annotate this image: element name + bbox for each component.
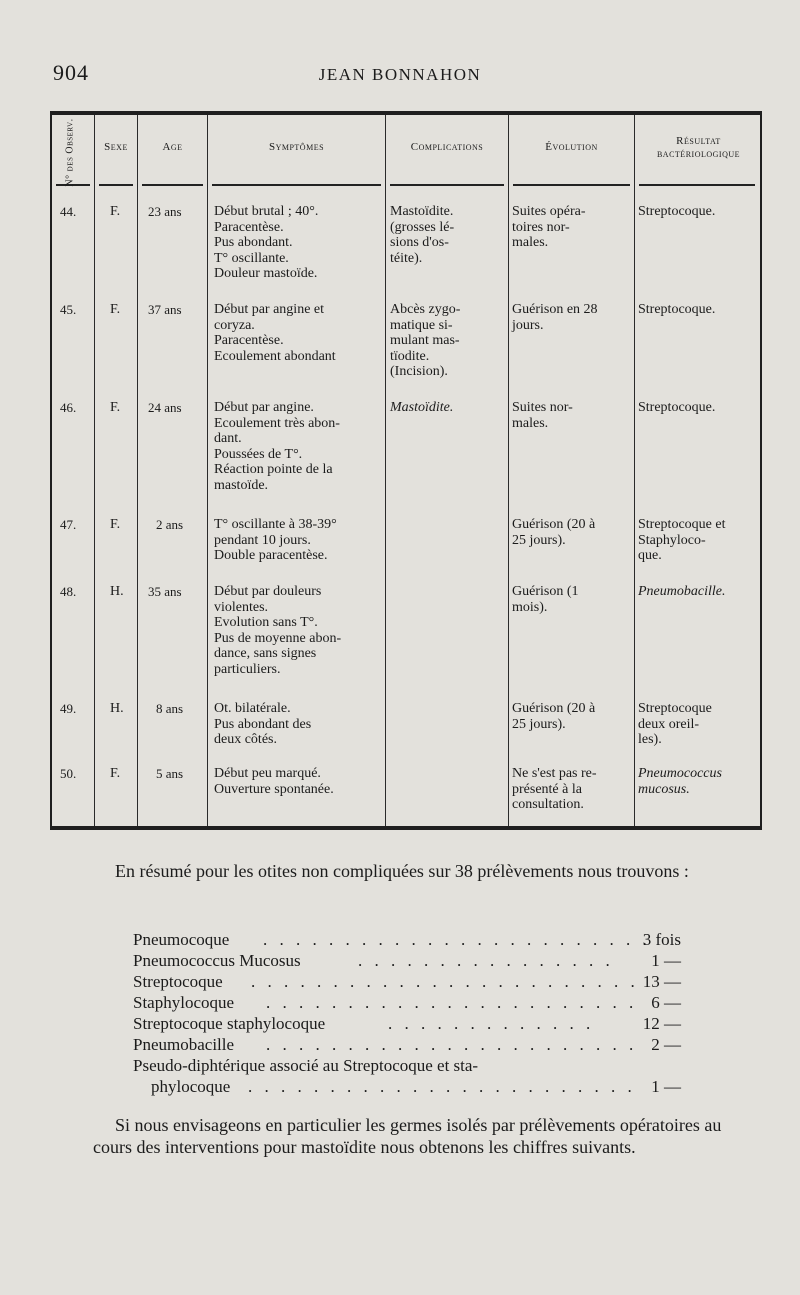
row-symptoms: Début par angine. Ecoulement très abon- dant. Poussées de T°. Réaction pointe de la mastoïde. bbox=[214, 400, 340, 493]
header-sex: Sexe bbox=[104, 141, 128, 153]
row-result: Streptocoque. bbox=[638, 204, 716, 219]
closing-paragraph: Si nous envisageons en particulier les germes isolés par prélèvements opératoires au cours des interventions pour mastoïdite nous obtenons les chiffres suivants. bbox=[93, 1115, 722, 1157]
header-rule bbox=[513, 184, 630, 186]
row-age: 37 ans bbox=[148, 302, 182, 317]
list-item-count: 1 — bbox=[651, 951, 681, 970]
row-number: 45. bbox=[60, 302, 77, 317]
row-evolution: Guérison (20 à 25 jours). bbox=[512, 701, 596, 732]
list-item bbox=[133, 1014, 693, 1034]
list-item-label: Pneumobacille bbox=[133, 1035, 235, 1054]
column-divider bbox=[207, 115, 208, 826]
row-number: 48. bbox=[60, 584, 77, 599]
header-rule bbox=[212, 184, 381, 186]
row-sex: H. bbox=[110, 584, 124, 599]
dot-leader: . . . . . . . . . . . . . . . . . . . . . . . bbox=[266, 993, 638, 1012]
row-evolution: Suites opéra- toires nor- males. bbox=[512, 204, 586, 250]
row-evolution: Guérison en 28 jours. bbox=[512, 302, 598, 333]
row-symptoms: Début par angine et coryza. Paracentèse. Ecoulement abondant bbox=[214, 302, 336, 364]
list-item bbox=[133, 951, 693, 971]
dot-leader: . . . . . . . . . . . . . . . . . . . . . . . . bbox=[248, 1077, 636, 1096]
row-result: Streptocoque. bbox=[638, 302, 716, 317]
list-item bbox=[133, 972, 693, 992]
running-title: JEAN BONNAHON bbox=[318, 65, 482, 84]
row-result: Pneumococcus mucosus. bbox=[638, 766, 722, 797]
row-complications: Mastoïdite. bbox=[390, 400, 454, 415]
header-complications: Complications bbox=[410, 141, 484, 153]
row-age: 23 ans bbox=[148, 204, 182, 219]
row-symptoms: Début par douleurs violentes. Evolution sans T°. Pus de moyenne abon- dance, sans signes particuliers. bbox=[214, 584, 342, 677]
list-item-label: Streptocoque staphylocoque bbox=[133, 1014, 326, 1033]
list-item-label: Streptocoque bbox=[133, 972, 223, 991]
list-item bbox=[133, 1056, 693, 1076]
row-age: 35 ans bbox=[148, 584, 182, 599]
row-sex: F. bbox=[110, 517, 121, 532]
row-result: Streptocoque deux oreil- les). bbox=[638, 701, 712, 747]
column-divider bbox=[137, 115, 138, 826]
header-observation-number: N° des Observ. bbox=[64, 117, 76, 187]
list-item-label: Pseudo-diphtérique associé au Streptocoque et sta- bbox=[133, 1056, 479, 1075]
header-rule bbox=[99, 184, 133, 186]
row-symptoms: Ot. bilatérale. Pus abondant des deux côtés. bbox=[214, 701, 312, 747]
row-result: Streptocoque. bbox=[638, 400, 716, 415]
row-symptoms: T° oscillante à 38-39° pendant 10 jours. Double paracentèse. bbox=[214, 517, 337, 563]
row-result: Streptocoque et Staphyloco- que. bbox=[638, 517, 726, 563]
summary-intro-paragraph: En résumé pour les otites non compliquées sur 38 prélèvements nous trouvons : bbox=[115, 861, 689, 881]
list-item-count: 6 — bbox=[651, 993, 681, 1012]
list-item-label: Staphylocoque bbox=[133, 993, 235, 1012]
list-item-count: 1 — bbox=[651, 1077, 681, 1096]
row-sex: H. bbox=[110, 701, 124, 716]
row-number: 49. bbox=[60, 701, 77, 716]
list-item-count: 3 fois bbox=[642, 930, 681, 949]
row-number: 44. bbox=[60, 204, 77, 219]
column-divider bbox=[508, 115, 509, 826]
column-divider bbox=[94, 115, 95, 826]
list-item-count: 12 — bbox=[642, 1014, 681, 1033]
header-rule bbox=[390, 184, 504, 186]
row-sex: F. bbox=[110, 400, 121, 415]
row-evolution: Ne s'est pas re- présenté à la consultation. bbox=[512, 766, 597, 812]
list-item bbox=[133, 930, 693, 950]
row-evolution: Suites nor- males. bbox=[512, 400, 573, 431]
dot-leader: . . . . . . . . . . . . . . . . . . . . . . . bbox=[266, 1035, 638, 1054]
list-item-label-continued: phylocoque bbox=[151, 1077, 231, 1096]
list-item bbox=[133, 993, 693, 1013]
dot-leader: . . . . . . . . . . . . . . . . . . . . . . . . bbox=[263, 930, 651, 949]
row-evolution: Guérison (1 mois). bbox=[512, 584, 579, 615]
row-age: 8 ans bbox=[156, 701, 184, 716]
list-item-label: Pneumocoque bbox=[133, 930, 230, 949]
header-age: Age bbox=[162, 141, 183, 153]
observations-table bbox=[50, 111, 762, 830]
row-age: 24 ans bbox=[148, 400, 182, 415]
row-complications: Mastoïdite. (grosses lé- sions d'os- téite). bbox=[390, 204, 455, 266]
header-rule bbox=[639, 184, 755, 186]
row-evolution: Guérison (20 à 25 jours). bbox=[512, 517, 596, 548]
column-divider bbox=[385, 115, 386, 826]
dot-leader: . . . . . . . . . . . . . . . . bbox=[358, 951, 614, 970]
dot-leader: . . . . . . . . . . . . . . . . . . . . . . . . bbox=[251, 972, 639, 991]
row-number: 50. bbox=[60, 766, 77, 781]
row-number: 47. bbox=[60, 517, 77, 532]
row-sex: F. bbox=[110, 766, 121, 781]
row-symptoms: Début peu marqué. Ouverture spontanée. bbox=[214, 766, 334, 797]
row-age: 5 ans bbox=[156, 766, 184, 781]
list-item-label: Pneumococcus Mucosus bbox=[133, 951, 301, 970]
header-evolution: Évolution bbox=[545, 141, 598, 153]
header-bacteriological-result: Résultat bactériologique bbox=[656, 135, 741, 160]
header-symptoms: Symptômes bbox=[268, 141, 325, 153]
header-rule bbox=[142, 184, 203, 186]
row-complications: Abcès zygo- matique si- mulant mas- tïodite. (Incision). bbox=[390, 302, 461, 379]
row-symptoms: Début brutal ; 40°. Paracentèse. Pus abondant. T° oscillante. Douleur mastoïde. bbox=[214, 204, 319, 281]
row-sex: F. bbox=[110, 302, 121, 317]
list-item-count: 2 — bbox=[651, 1035, 681, 1054]
row-number: 46. bbox=[60, 400, 77, 415]
column-divider bbox=[634, 115, 635, 826]
list-item bbox=[133, 1035, 693, 1055]
list-item-count: 13 — bbox=[642, 972, 681, 991]
row-age: 2 ans bbox=[156, 517, 184, 532]
row-sex: F. bbox=[110, 204, 121, 219]
dot-leader: . . . . . . . . . . . . . bbox=[388, 1014, 595, 1033]
row-result: Pneumobacille. bbox=[638, 584, 726, 599]
page-number: 904 bbox=[53, 60, 89, 85]
list-item-continuation bbox=[133, 1077, 693, 1097]
